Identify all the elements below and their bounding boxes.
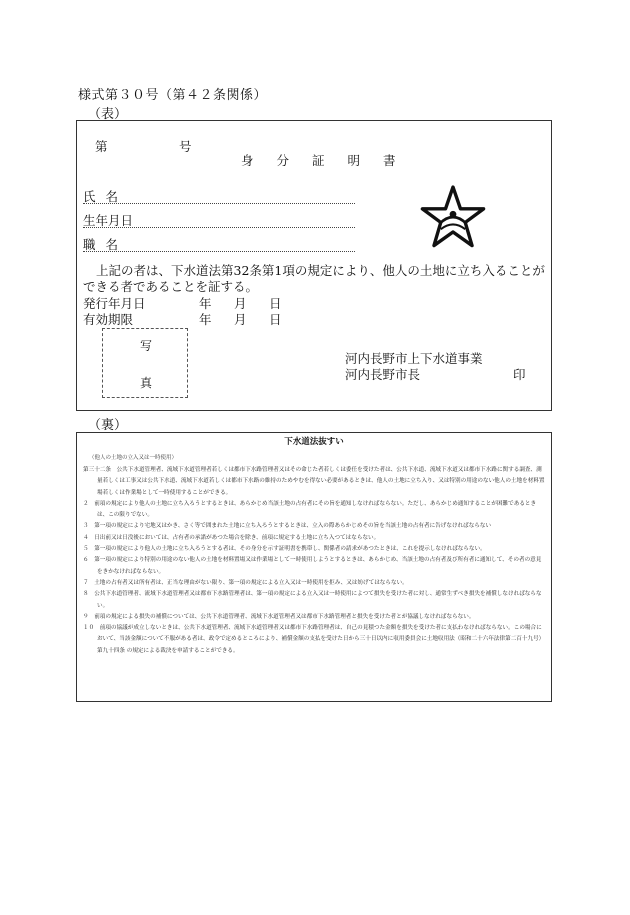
name-label: 氏名 <box>83 189 129 204</box>
seal-mark: 印 <box>513 367 526 382</box>
number-prefix: 第 <box>95 139 108 154</box>
law-paragraph: ５ 第一項の規定により他人の土地に立ち入ろうとする者は、その身分を示す証明書を携帯し、関係者の請求があつたときは、これを提示しなければならない。 <box>83 546 486 553</box>
law-paragraph: ２ 前項の規定により他人の土地に立ち入ろうとするときは、あらかじめ当該土地の占有者にその旨を通知しなければならない。ただし、あらかじめ通知することが困難であるときは、この限りでない。 <box>83 500 537 519</box>
law-text <box>83 465 545 657</box>
valid-until-row <box>83 310 282 328</box>
birthdate-label: 生年月日 <box>83 213 134 228</box>
certificate-title: 身分証明書 <box>241 153 419 168</box>
law-paragraph: ６ 第一項の規定により特別の用途のない他人の土地を材料置場又は作業場として一時使用しようとするときは、あらかじめ、当該土地の占有者及び所有者に通知して、その者の意見をきかなければならない。 <box>83 557 542 575</box>
issue-month: 月 <box>234 296 247 311</box>
valid-year: 年 <box>199 312 212 327</box>
issue-year: 年 <box>199 296 212 311</box>
photo-area <box>102 328 188 398</box>
photo-label-bottom: 真 <box>140 376 153 390</box>
number-suffix: 号 <box>179 139 192 154</box>
law-paragraph: ４ 日出前又は日没後においては、占有者の承諾があつた場合を除き、前項に規定する土地に立ち入つてはならない。 <box>83 534 380 541</box>
form-title: 様式第３０号（第４２条関係） <box>78 88 268 103</box>
issuer-name: 河内長野市長 <box>345 367 421 382</box>
issue-day: 日 <box>269 296 282 311</box>
certificate-number <box>95 137 192 155</box>
law-paragraph: ８ 公共下水道管理者、流域下水道管理者又は都市下水路管理者は、第一項の規定による立入又は一時使用によつて損失を受けた者に対し、通常生ずべき損失を補償しなければならない。 <box>83 591 542 609</box>
valid-until-ymd <box>199 310 304 328</box>
issue-date-label: 発行年月日 <box>83 296 146 311</box>
issuer-organization: 河内長野市上下水道事業 <box>345 351 483 366</box>
valid-month: 月 <box>234 312 247 327</box>
back-law-excerpt <box>76 432 552 702</box>
photo-label-top: 写 <box>140 339 153 353</box>
position-field <box>83 235 355 252</box>
position-label: 職名 <box>83 237 129 252</box>
city-emblem-icon <box>419 183 487 251</box>
valid-until-label: 有効期限 <box>83 312 134 327</box>
front-certificate <box>76 120 552 411</box>
valid-day: 日 <box>269 312 282 327</box>
law-excerpt-title: 下水道法抜すい <box>284 437 344 447</box>
law-paragraph: ７ 土地の占有者又は所有者は、正当な理由がない限り、第一項の規定による立入又は一時使用を拒み、又は妨げてはならない。 <box>83 579 408 586</box>
law-paragraph: １０ 前項の協議が成立しないときは、公共下水道管理者、流域下水道管理者又は都市下水路管理者は、自己の見積つた金額を損失を受けた者に支払わなければならない。この場合において、当該金額について不服がある者は、政令で定めるところにより、補償金額の支払を受けた日から三十日以内に収用委員会に土地収用法（昭和二十六年法律第二百十九号）第九十四条 の規定による裁決を申請することができる。 <box>83 625 545 654</box>
law-paragraph: ３ 第一項の規定により宅地又はかき、さく等で囲まれた土地に立ち入ろうとするときは、立入の際あらかじめその旨を当該土地の占有者に告げなければならない <box>83 523 492 530</box>
birthdate-field <box>83 211 355 228</box>
law-paragraph: 第三十二条 公共下水道管理者、流域下水道管理者若しくは都市下水路管理者又はその命じた者若しくは委任を受けた者は、公共下水道、流域下水道又は都市下水路に関する調査、測量若しくは工事又は公共下水道、流域下水道若しくは都市下水路の維持のためやむを得ない必要があるときは、他人の土地に立ち入り、又は特別の用途のない他人の土地を材料置場若しくは作業場として一時使用することができる。 <box>83 467 545 496</box>
back-side-label: （裏） <box>88 418 128 433</box>
name-field <box>83 187 355 204</box>
law-paragraph: ９ 前項の規定による損失の補償については、公共下水道管理者、流域下水道管理者又は都市下水路管理者と損失を受けた者とが協議しなければならない。 <box>83 613 475 620</box>
certification-statement: 上記の者は、下水道法第32条第1項の規定により、他人の土地に立ち入ることができる者であることを証する。 <box>83 263 545 294</box>
issuer-row <box>345 365 526 383</box>
front-side-label: （表） <box>88 107 128 122</box>
law-section-note: （他人の土地の立入又は一時使用） <box>89 455 178 461</box>
